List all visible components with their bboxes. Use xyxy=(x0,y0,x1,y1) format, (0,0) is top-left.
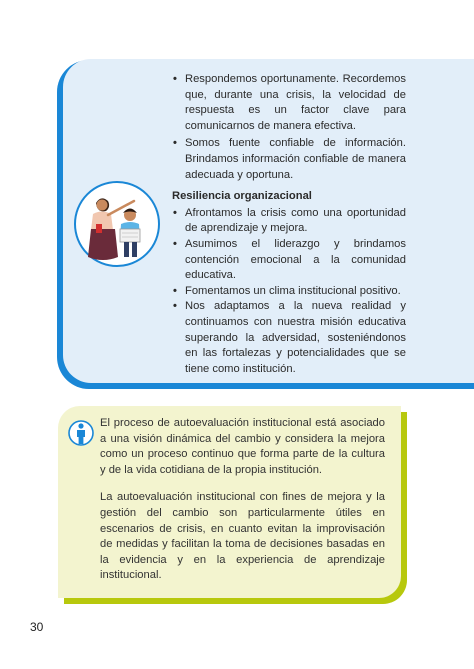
list-item: • Asumimos el liderazgo y brindamos contención emocional a la comunidad educativa. xyxy=(172,237,406,284)
person-info-icon xyxy=(68,418,94,448)
paragraph: La autoevaluación institucional con fines de mejora y la gestión del cambio son particularmente útiles en escenarios de crisis, en cuanto evitan la improvisación de medidas y facilitan la toma de decisiones basadas en la evidencia y en la experiencia de aprendizaje institucional. xyxy=(100,491,385,582)
section-heading: Resiliencia organizacional xyxy=(172,190,312,203)
list-item: • Nos adaptamos a la nueva realidad y continuamos con nuestra misión educativa superando la adversidad, sosteniéndonos en las fortalezas y potencialidades que se tiene como institución. xyxy=(172,299,406,377)
list-item: • Fomentamos un clima institucional positivo. xyxy=(172,284,406,300)
list-item: • Respondemos oportunamente. Recordemos que, durante una crisis, la velocidad de respuesta es un factor clave para comunicarnos de manera efectiva. xyxy=(172,72,406,134)
list-item: • Somos fuente confiable de información. Brindamos información confiable de manera adecuada y oportuna. xyxy=(172,136,406,183)
yellow-box-text xyxy=(100,416,385,596)
list-item: • Afrontamos la crisis como una oportunidad de aprendizaje y mejora. xyxy=(172,206,406,237)
bullet-list-bottom xyxy=(172,206,406,378)
paragraph: El proceso de autoevaluación institucional está asociado a una visión dinámica del cambio y considera la mejora como un proceso continuo que forma parte de la cultura y de la vida cotidiana de la propia institución. xyxy=(100,417,385,476)
teacher-and-student-illustration xyxy=(74,181,160,267)
blue-box-text xyxy=(172,72,406,377)
page-number: 30 xyxy=(30,620,44,634)
bullet-list-top xyxy=(172,72,406,183)
